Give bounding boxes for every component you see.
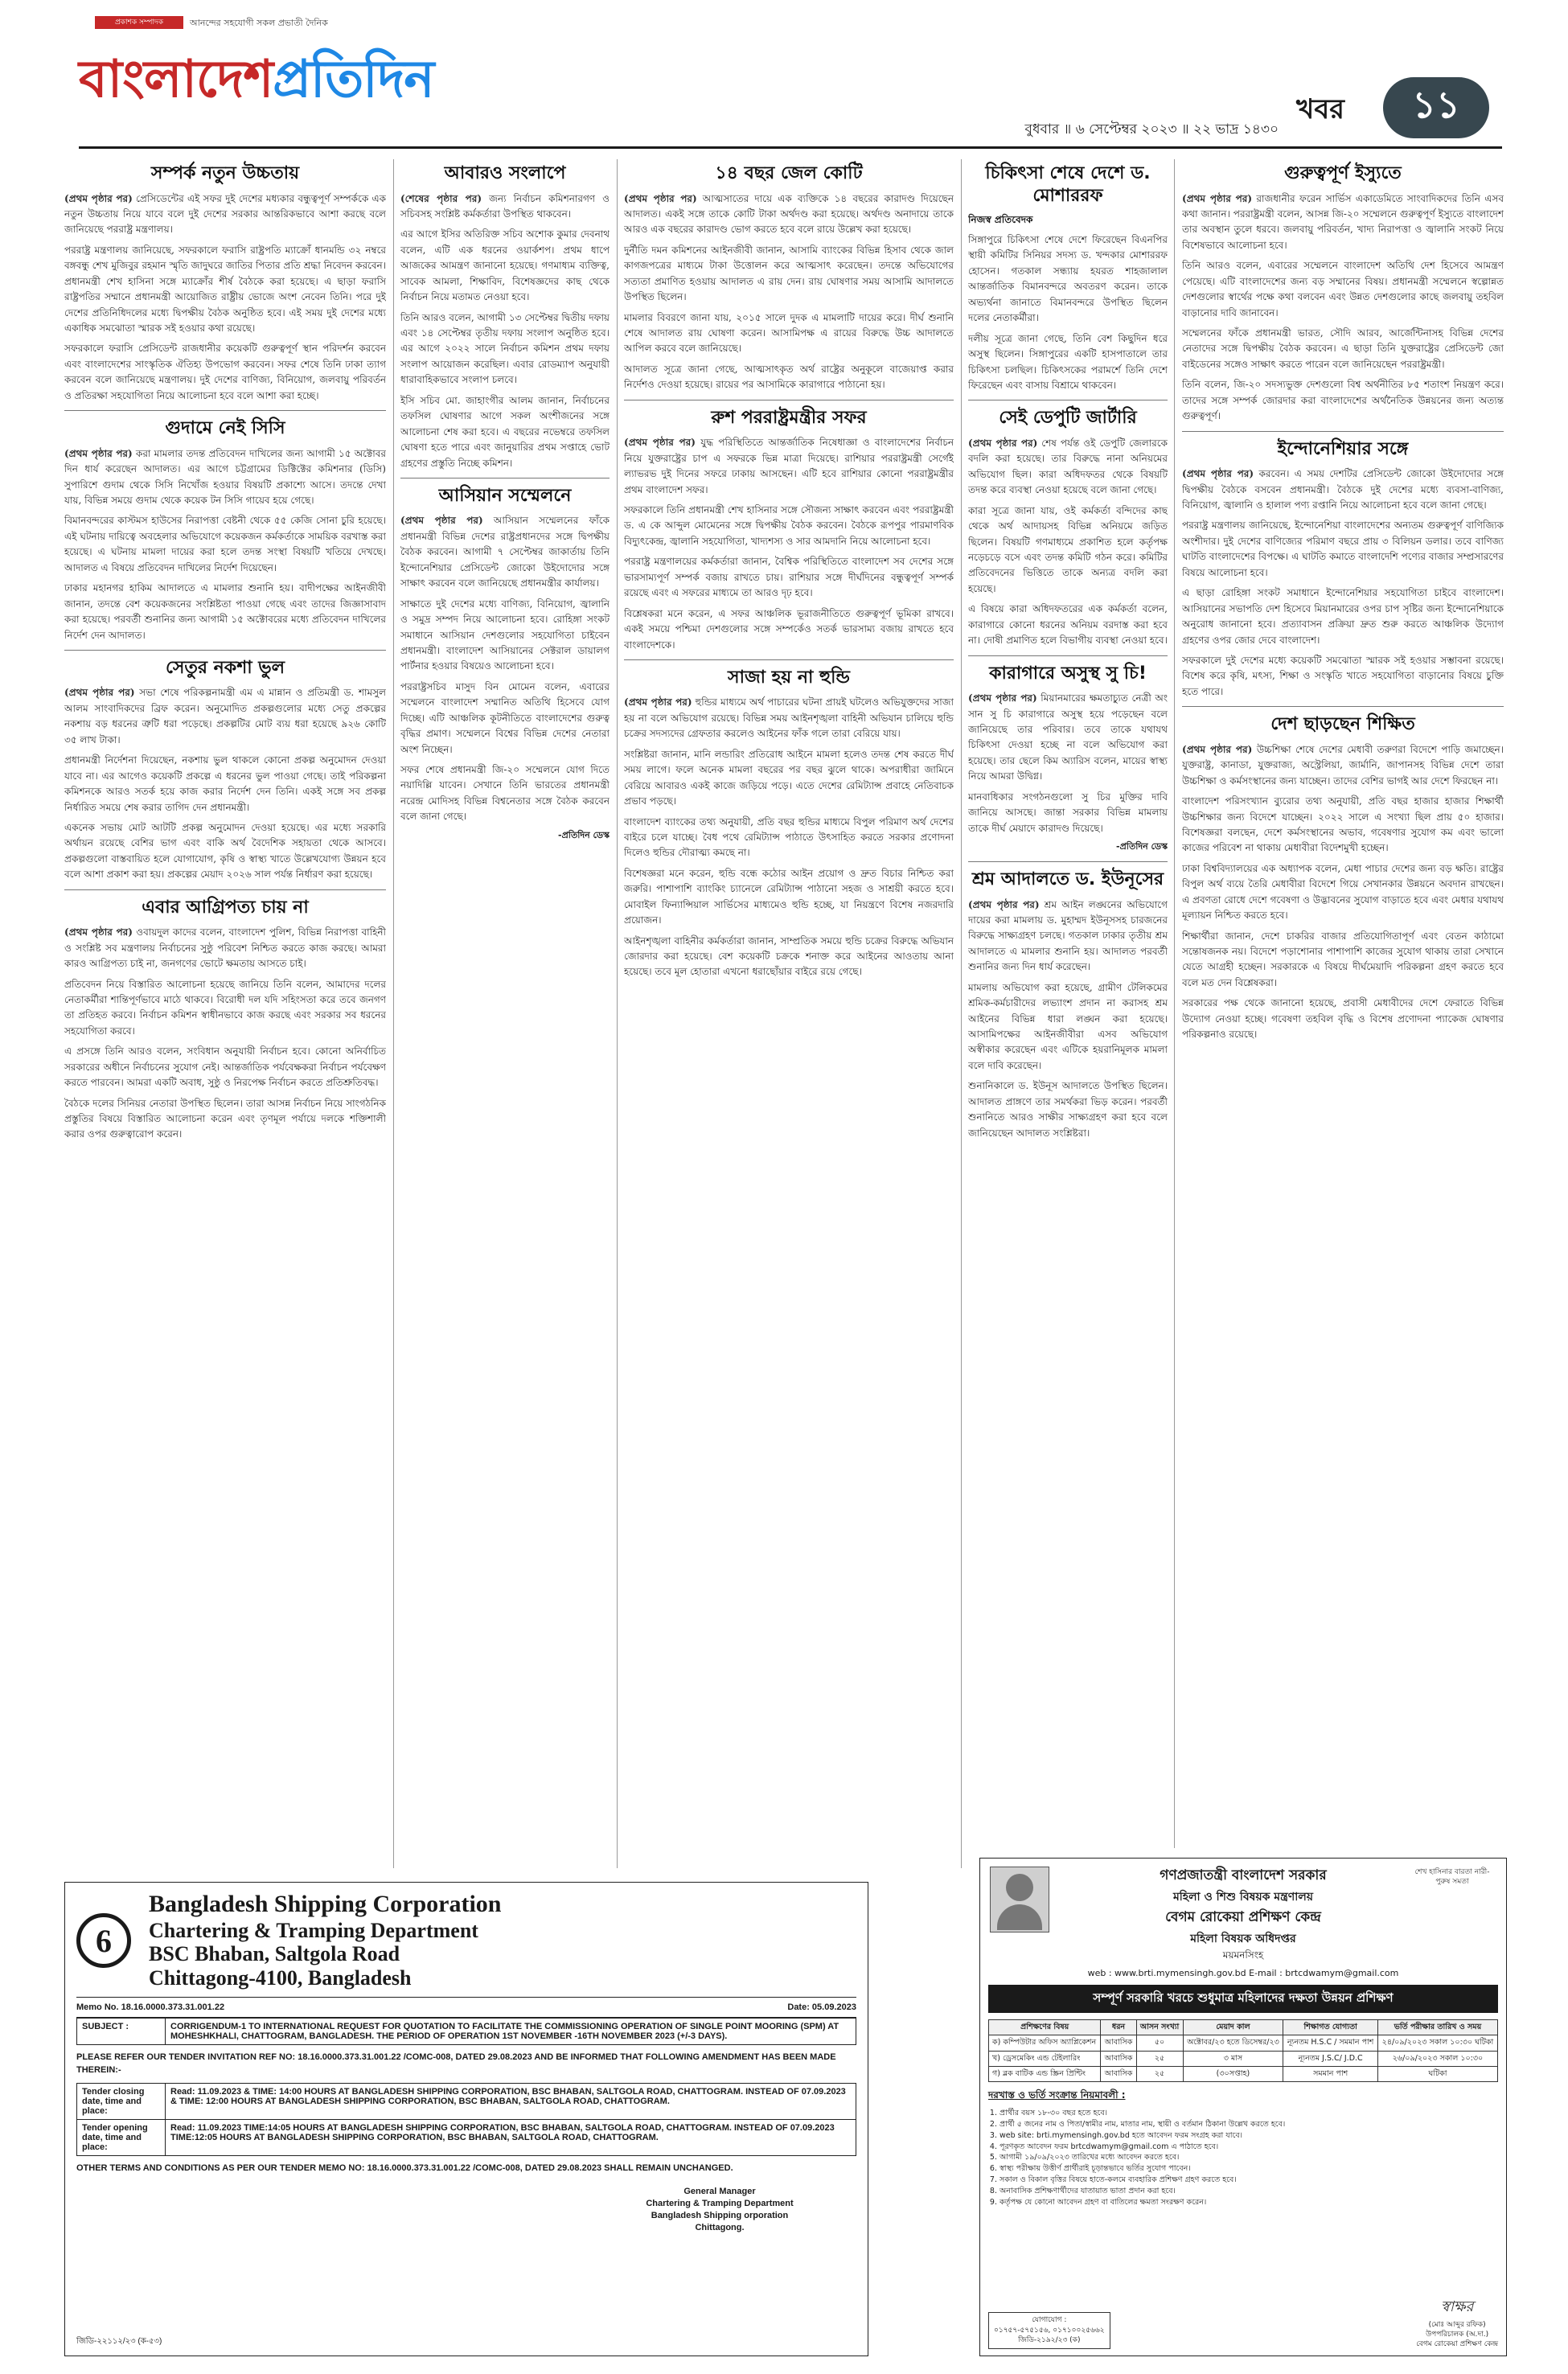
column-divider <box>1174 159 1175 1848</box>
headline: আবারও সংলাপে <box>444 163 566 183</box>
article-paragraph: প্রধানমন্ত্রী নির্দেশনা দিয়েছেন, নকশায় ভুল থাকলে কোনো প্রকল্প অনুমোদন দেওয়া যাবে না। এর আগেও কয়েকটি প্রকল্পে এ ধরনের ভুল পাওয়া গেছে। তাই পরিকল্পনা কমিশনকে আরও সতর্ক হয়ে কাজ করার নির্দেশ দেন তিনি। একই সঙ্গে সব প্রকল্প নির্ধারিত সময়ে শেষ করার তাগিদ দেন প্রধানমন্ত্রী। <box>64 754 386 813</box>
article-paragraph: এ ছাড়া রোহিঙ্গা সংকট সমাধানে ইন্দোনেশিয়ার সহযোগিতা চাইবে বাংলাদেশ। আসিয়ানের সভাপতি দেশ হিসেবে মিয়ানমারের ওপর চাপ সৃষ্টির জন্য ইন্দোনেশিয়াকে অনুরোধ জানানো হবে। প্রত্যাবাসন প্রক্রিয়া দ্রুত শুরু করতে আঞ্চলিক উদ্যোগ গ্রহণের ওপর জোর দেবে বাংলাদেশ। <box>1182 587 1504 646</box>
table-row <box>989 2051 1498 2066</box>
list-item: 6. স্বাস্থ্য পরীক্ষায় উত্তীর্ণ প্রার্থীরাই চূড়ান্তভাবে ভর্তির সুযোগ পাবেন। <box>999 2163 1498 2175</box>
list-item: 5. আগামী ১৯/০৯/২০২৩ তারিখের মধ্যে আবেদন করতে হবে। <box>999 2152 1498 2163</box>
article-indonesia[interactable] <box>1182 438 1504 700</box>
gov-banner: সম্পূর্ণ সরকারি খরচে শুধুমাত্র মহিলাদের দক্ষতা উন্নয়ন প্রশিক্ষণ <box>988 1985 1498 2013</box>
article-paragraph: বিশ্লেষকরা মনে করেন, এ সফর আঞ্চলিক ভূরাজনীতিতে গুরুত্বপূর্ণ ভূমিকা রাখবে। একই সময়ে পশ্চিমা দেশগুলোর সঙ্গে সম্পর্কেও সতর্ক ভারসাম্য বজায় রাখতে হবে বাংলাদেশকে। <box>624 607 954 651</box>
bsc-logo-icon: 6 <box>76 1913 131 1968</box>
article-divider <box>64 410 386 411</box>
list-item: 9. কর্তৃপক্ষ যে কোনো আবেদন গ্রহণ বা বাতিলের ক্ষমতা সংরক্ষণ করেন। <box>999 2197 1498 2208</box>
list-item: 1. প্রার্থীর বয়স ১৮-৩০ বছর হতে হবে। <box>999 2108 1498 2119</box>
table-cell: ২৫ <box>1136 2067 1183 2082</box>
gov-slogan: শেখ হাসিনার বারতা নারী-পুরুষ সমতা <box>1414 1868 1490 1886</box>
article-divider <box>624 659 954 660</box>
bsc-address-1: BSC Bhaban, Saltgola Road <box>149 1942 400 1966</box>
byline: নিজস্ব প্রতিবেদক <box>968 214 1033 225</box>
article-paragraph: পররাষ্ট্র মন্ত্রণালয় জানিয়েছে, সফরকালে ফরাসি রাষ্ট্রপতি ম্যাক্রোঁ ধানমন্ডি ৩২ নম্বরে বঙ্গবন্ধু শেখ মুজিবুর রহমান স্মৃতি জাদুঘরে জাতির পিতার প্রতি শ্রদ্ধা নিবেদন করবেন। প্রধানমন্ত্রী শেখ হাসিনা সঙ্গে ম্যাক্রোঁর শীর্ষ বৈঠকে করা হয়েছে। এ ছাড়া ফরাসি রাষ্ট্রপতির সম্মানে প্রধানমন্ত্রী আয়োজিত রাষ্ট্রীয় ভোজে অংশ নেবেন তিনি। পরে দুই দেশের প্রতিনিধিদলের মধ্যে দ্বিপক্ষীয় বৈঠক অনুষ্ঠিত হবে। এই সময় দুই দেশের মধ্যে একাধিক সমঝোতা স্মারক সই হওয়ার কথা রয়েছে। <box>64 244 386 334</box>
column-4 <box>968 161 1168 1842</box>
closing-text: Read: 11.09.2023 & TIME: 14:00 HOURS AT BANGLADESH SHIPPING CORPORATION, BSC BHABAN, SALTGOLA ROAD, CHATTOGRAM. INSTEAD OF 07.09.2023 & TIME: 12:00 HOURS AT BANGLADESH SHIPPING CORPORATION, BSC BHABAN, SALTGOLA ROAD, CHATTOGRAM. <box>166 2083 856 2119</box>
article-paragraph: বাংলাদেশ ব্যাংকের তথ্য অনুযায়ী, প্রতি বছর হুন্ডির মাধ্যমে বিপুল পরিমাণ অর্থ দেশের বাইরে চলে যাচ্ছে। বৈধ পথে রেমিট্যান্স পাঠাতে উৎসাহিত করতে সরকার প্রণোদনা দিলেও হুন্ডির দৌরাত্ম্য কমছে না। <box>624 815 954 859</box>
subject-label: SUBJECT : <box>77 2019 166 2045</box>
headline: সেতুর নকশা ভুল <box>165 657 285 678</box>
article-songlape[interactable] <box>400 162 610 471</box>
article-paragraph: ঢাকা বিশ্ববিদ্যালয়ের এক অধ্যাপক বলেন, মেধা পাচার দেশের জন্য বড় ক্ষতি। রাষ্ট্রের বিপুল অর্থ ব্যয়ে তৈরি মেধাবীরা বিদেশে গিয়ে সেখানকার উন্নয়নে অবদান রাখছেন। এ প্রবণতা রোধে দেশে গবেষণা ও উদ্ভাবনের সুযোগ বাড়াতে হবে এবং মেধার যথাযথ মূল্যায়ন নিশ্চিত করতে হবে। <box>1182 862 1504 922</box>
article-paragraph: সরকারের পক্ষ থেকে জানানো হয়েছে, প্রবাসী মেধাবীদের দেশে ফেরাতে বিভিন্ন উদ্যোগ নেওয়া হচ্ছে। গবেষণা তহবিল বৃদ্ধি ও বিশেষ প্রণোদনা প্যাকেজ ঘোষণার পরিকল্পনাও রয়েছে। <box>1182 997 1504 1041</box>
article-paragraph: সম্মেলনের ফাঁকে প্রধানমন্ত্রী ভারত, সৌদি আরব, আর্জেন্টিনাসহ বিভিন্ন দেশের নেতাদের সঙ্গে দ্বিপক্ষীয় বৈঠক করবেন। এ ছাড়া তিনি যুক্তরাষ্ট্রের প্রেসিডেন্ট জো বাইডেনের সঙ্গেও সাক্ষাৎ করতে পারেন বলে জানিয়েছেন পররাষ্ট্রমন্ত্রী। <box>1182 327 1504 370</box>
article-paragraph: শুনানিকালে ড. ইউনূস আদালতে উপস্থিত ছিলেন। আদালত প্রাঙ্গণে তার সমর্থকরা ভিড় করেন। পরবর্তী শুনানিতে আরও সাক্ষীর সাক্ষ্যগ্রহণ করা হবে বলে জানিয়েছেন আদালত সংশ্লিষ্টরা। <box>968 1080 1168 1139</box>
list-item: 7. সকাল ও বিকাল বৃত্তির বিষয়ে হাতে-কলমে ব্যবহারিক প্রশিক্ষণ গ্রহণ করতে হবে। <box>999 2175 1498 2186</box>
article-paragraph: ইসি সচিব মো. জাহাংগীর আলম জানান, নির্বাচনের তফসিল ঘোষণার আগে সকল অংশীজনের সঙ্গে আলোচনা শেষ করা হবে। এ বছরের নভেম্বরে তফসিল ঘোষণা হতে পারে এবং জানুয়ারির প্রথম সপ্তাহে ভোট গ্রহণের প্রস্তুতি নিচ্ছে কমিশন। <box>400 394 610 469</box>
article-author: -প্রতিদিন ডেস্ক <box>1116 841 1168 852</box>
table-header: শিক্ষাগত যোগ্যতা <box>1283 2020 1378 2035</box>
article-paragraph: সফরকালে দুই দেশের মধ্যে কয়েকটি সমঝোতা স্মারক সই হওয়ার সম্ভাবনা রয়েছে। বিশেষ করে কৃষি, মৎস্য, শিক্ষা ও সংস্কৃতি খাতে সহযোগিতা বাড়ানোর বিষয়ে চুক্তি হতে পারে। <box>1182 654 1504 697</box>
bsc-amend-table <box>76 2083 856 2156</box>
headline: শ্রম আদালতে ড. ইউনূসের <box>971 869 1164 889</box>
column-1 <box>64 161 386 1870</box>
table-cell: (৩০সপ্তাহ) <box>1183 2067 1283 2082</box>
headline: রুশ পররাষ্ট্রমন্ত্রীর সফর <box>711 407 867 428</box>
table-cell: ৫০ <box>1136 2035 1183 2051</box>
table-cell: ন্যূনতম H.S.C / সমমান পাশ <box>1283 2035 1378 2051</box>
article-paragraph: শিক্ষার্থীরা জানান, দেশে চাকরির বাজার প্রতিযোগিতাপূর্ণ এবং বেতন কাঠামো সন্তোষজনক নয়। বিদেশে পড়াশোনার পাশাপাশি কাজের সুযোগ থাকায় তারা সেখানে যেতে আগ্রহী হচ্ছেন। সরকারকে এ বিষয়ে দীর্ঘমেয়াদি পরিকল্পনা গ্রহণ করতে হবে বলে মত দেন বিশ্লেষকরা। <box>1182 930 1504 988</box>
article-divider <box>64 650 386 651</box>
column-3 <box>624 161 954 1870</box>
table-cell: খ) ড্রেসমেকিং এন্ড টেইলারিং <box>989 2051 1101 2066</box>
article-paragraph: প্রতিবেদন নিয়ে বিস্তারিত আলোচনা হয়েছে জানিয়ে তিনি বলেন, আমাদের দলের নেতাকর্মীরা শান্তিপূর্ণভাবে মাঠে থাকবে। বিরোধী দল যদি সহিংসতা করে তবে জনগণ তা প্রতিহত করবে। নির্বাচন কমিশন স্বাধীনভাবে কাজ করছে এবং সরকার সব ধরনের সহযোগিতা করবে। <box>64 978 386 1037</box>
article-paragraph: (প্রথম পৃষ্ঠার পর) আসিয়ান সম্মেলনের ফাঁকে প্রধানমন্ত্রী বিভিন্ন দেশের রাষ্ট্রপ্রধানদের সঙ্গে দ্বিপক্ষীয় বৈঠক করবেন। আগামী ৭ সেপ্টেম্বর জাকার্তায় তিনি ইন্দোনেশিয়ার প্রেসিডেন্ট জোকো উইদোদোর সঙ্গে সাক্ষাৎ করবেন বলে জানিয়েছে প্রধানমন্ত্রীর কার্যালয়। <box>400 515 610 589</box>
article-paragraph: সংশ্লিষ্টরা জানান, মানি লন্ডারিং প্রতিরোধ আইনে মামলা হলেও তদন্ত শেষ করতে দীর্ঘ সময় লাগে। ফলে অনেক মামলা বছরের পর বছর ঝুলে থাকে। অপরাধীরা জামিনে বেরিয়ে আবারও একই কাজে জড়িয়ে পড়ে। এতে দেশের রেমিট্যান্স প্রবাহে নেতিবাচক প্রভাব পড়ছে। <box>624 748 954 807</box>
article-paragraph: (প্রথম পৃষ্ঠার পর) সভা শেষে পরিকল্পনামন্ত্রী এম এ মান্নান ও প্রতিমন্ত্রী ড. শামসুল আলম সাংবাদিকদের ব্রিফ করেন। অনুমোদিত প্রকল্পগুলোর মধ্যে সেতু প্রকল্পের নকশায় বড় ধরনের ত্রুটি ধরা পড়েছে। প্রকল্পটির মোট ব্যয় ধরা হয়েছে ৯২৬ কোটি ৩৫ লাখ টাকা। <box>64 687 386 745</box>
portrait-photo <box>990 1867 1049 1932</box>
subject-text: CORRIGENDUM-1 TO INTERNATIONAL REQUEST FOR QUOTATION TO FACILITATE THE COMMISSIONING OPERATION OF SINGLE POINT MOORING (SPM) AT MOHESHKHALI, CHATTOGRAM, BANGLADESH. THE PERIOD OF OPERATION 1ST NOVEMBER -16TH NOVEMBER 2023 (+/-3 DAYS). <box>166 2019 856 2045</box>
table-header: প্রশিক্ষণের বিষয় <box>989 2020 1101 2035</box>
table-header: ধরন <box>1101 2020 1136 2035</box>
headline: সাজা হয় না হুন্ডি <box>728 667 850 688</box>
article-paragraph: (প্রথম পৃষ্ঠার পর) আত্মসাতের দায়ে এক ব্যক্তিকে ১৪ বছরের কারাদণ্ড দিয়েছেন আদালত। একই সঙ্গে তাকে কোটি টাকা অর্থদণ্ড করা হয়েছে। অর্থদণ্ড অনাদায়ে তাকে আরও এক বছরের কারাদণ্ড ভোগ করতে হবে বলে রায়ে উল্লেখ করা হয়েছে। <box>624 192 954 236</box>
column-2 <box>400 161 610 1870</box>
logo-tagline: আনন্দের সহযোগী সকল প্রভাতী দৈনিক <box>190 18 328 28</box>
bsc-date: Date: 05.09.2023 <box>787 2002 856 2013</box>
rules-list <box>988 2108 1498 2208</box>
table-cell: ২৫ <box>1136 2051 1183 2066</box>
article-paragraph: মামলায় অভিযোগ করা হয়েছে, গ্রামীণ টেলিকমের শ্রমিক-কর্মচারীদের লভ্যাংশ প্রদান না করাসহ শ্রম আইনের বিভিন্ন ধারা লঙ্ঘন করা হয়েছে। আসামিপক্ষের আইনজীবীরা এসব অভিযোগ অস্বীকার করেছেন এবং এটিকে হয়রানিমূলক মামলা বলে দাবি করেছেন। <box>968 981 1168 1071</box>
section-title: খবর <box>1296 93 1344 125</box>
table-cell: ক) কম্পিউটার অফিস অ্যাপ্লিকেশন <box>989 2035 1101 2051</box>
bsc-other-terms: OTHER TERMS AND CONDITIONS AS PER OUR TENDER MEMO NO: 18.16.0000.373.31.001.22 /COMC-008, DATED 29.08.2023 SHALL REMAIN UNCHANGED. <box>76 2162 733 2173</box>
column-divider <box>393 159 394 1868</box>
issue-date: বুধবার ॥ ৬ সেপ্টেম্বর ২০২৩ ॥ ২২ ভাদ্র ১৪৩০ <box>1024 121 1279 138</box>
article-divider <box>64 889 386 890</box>
article-paragraph: (শেষের পৃষ্ঠার পর) জন্য নির্বাচন কমিশনারগণ ও সচিবসহ সংশ্লিষ্ট কর্মকর্তারা উপস্থিত থাকবেন। <box>400 192 610 220</box>
column-divider <box>617 159 618 1868</box>
article-paragraph: বৈঠকে দলের সিনিয়র নেতারা উপস্থিত ছিলেন। তারা আসন্ন নির্বাচন নিয়ে সাংগঠনিক প্রস্তুতির বিষয়ে বিস্তারিত আলোচনা করেন এবং তৃণমূল পর্যায়ে দলকে শক্তিশালী করার ওপর গুরুত্বারোপ করেন। <box>64 1097 386 1140</box>
headline: দেশ ছাড়ছেন শিক্ষিত <box>1270 714 1415 735</box>
article-paragraph: সফরকালে ফরাসি প্রেসিডেন্ট রাজধানীর কয়েকটি গুরুত্বপূর্ণ স্থান পরিদর্শন করবেন এবং বাংলাদেশের সাংস্কৃতিক ঐতিহ্য উপভোগ করবেন। সফর শেষে তিনি ঢাকা ত্যাগ করবেন বলে জানিয়েছে মন্ত্রণালয়। দুই দেশের বাণিজ্য, বিনিয়োগ, জলবায়ু পরিবর্তন ও প্রতিরক্ষা সহযোগিতা নিয়ে আলোচনা হবে বলে আশা করা হচ্ছে। <box>64 343 386 401</box>
bsc-address-2: Chittagong-4100, Bangladesh <box>149 1966 412 1990</box>
headline: ১৪ বছর জেল কোটি <box>715 163 863 183</box>
bsc-department: Chartering & Tramping Department <box>149 1918 478 1942</box>
article-suu-kyi[interactable] <box>968 663 1168 855</box>
article-paragraph: (প্রথম পৃষ্ঠার পর) করা মামলার তদন্ত প্রতিবেদন দাখিলের জন্য আগামী ১৫ অক্টোবর দিন ধার্য করেছেন আদালত। এর আগে চট্টগ্রামের ডিক্টিক্টের কমিশনার (ডিসি) সুপারিশে গুদাম থেকে সিসি নিখোঁজ হওয়ার বিষয়টি প্রকাশ্যে আসে। তদন্তে দেখা যায়, বিভিন্ন সময়ে গুদাম থেকে কয়েক টন সিসি গায়েব হয়ে গেছে। <box>64 447 386 506</box>
masthead-rule <box>79 146 1502 149</box>
article-issue[interactable] <box>1182 162 1504 425</box>
bsc-title: Bangladesh Shipping Corporation <box>149 1891 502 1917</box>
bsc-header <box>76 1891 856 1998</box>
table-cell: আবাসিক <box>1101 2035 1136 2051</box>
newspaper-logo[interactable] <box>79 40 433 126</box>
article-setu[interactable] <box>64 657 386 883</box>
headline: এবার আগ্রিপত্য চায় না <box>142 897 309 918</box>
table-cell: সমমান পাশ <box>1283 2067 1378 2082</box>
article-brain-drain[interactable] <box>1182 713 1504 1042</box>
bsc-memo: Memo No. 18.16.0000.373.31.001.22 <box>76 2002 225 2013</box>
bsc-refer: PLEASE REFER OUR TENDER INVITATION REF NO: 18.16.0000.373.31.001.22 /COMC-008, DATED 29.08.2023 AND BE INFORMED THAT FOLLOWING AMENDMENT HAS BEEN MADE THEREIN:- <box>76 2052 836 2075</box>
article-paragraph: সিঙ্গাপুরে চিকিৎসা শেষে দেশে ফিরেছেন বিএনপির স্থায়ী কমিটির সিনিয়র সদস্য ড. খন্দকার মোশাররফ হোসেন। গতকাল সন্ধ্যায় হযরত শাহজালাল আন্তর্জাতিক বিমানবন্দরে অবতরণ করেন। তাকে অভ্যর্থনা জানাতে বিমানবন্দরে উপস্থিত ছিলেন দলের নেতাকর্মীরা। <box>968 234 1168 324</box>
article-yunus[interactable] <box>968 869 1168 1141</box>
gov-web-email[interactable]: web : www.brti.mymensingh.gov.bd E-mail : brtcdwamym@gmail.com <box>1087 1968 1399 1978</box>
list-item: 3. web site: brti.mymensingh.gov.bd হতে আবেদন ফরম সংগ্রহ করা যাবে। <box>999 2130 1498 2142</box>
article-paragraph: ঢাকার মহানগর হাকিম আদালতে এ মামলার শুনানি হয়। বাদীপক্ষের আইনজীবী জানান, তদন্তে বেশ কয়েকজনের সংশ্লিষ্টতা পাওয়া গেছে এবং তাদের জিজ্ঞাসাবাদ করা হয়েছে। পরবর্তী শুনানির জন্য আগামী ১৫ অক্টোবরের মধ্যে প্রতিবেদন দাখিলের নির্দেশ দেন আদালত। <box>64 582 386 641</box>
page-number-badge: ১১ <box>1383 77 1489 138</box>
table-cell: গ) ব্লক বাটিক এন্ড স্ক্রিন প্রিন্টিং <box>989 2067 1101 2082</box>
bsc-subject-table <box>76 2018 856 2045</box>
article-paragraph: বাংলাদেশ পরিসংখ্যান ব্যুরোর তথ্য অনুযায়ী, প্রতি বছর হাজার হাজার শিক্ষার্থী উচ্চশিক্ষার জন্য বিদেশে যাচ্ছেন। ২০২২ সালে এ সংখ্যা ছিল প্রায় ৫০ হাজার। বিশেষজ্ঞরা বলছেন, দেশে কর্মসংস্থানের অভাব, গবেষণার সুযোগ কম এবং ভালো কাজের পরিবেশ না থাকায় মেধাবীরা বিদেশমুখী হচ্ছেন। <box>1182 795 1504 854</box>
article-russia[interactable] <box>624 407 954 653</box>
article-paragraph: একনেক সভায় মোট আটটি প্রকল্প অনুমোদন দেওয়া হয়েছে। এর মধ্যে সরকারি অর্থায়ন রয়েছে বেশির ভাগ এবং বাকি অর্থ বৈদেশিক সহায়তা থেকে আসবে। প্রকল্পগুলো বাস্তবায়িত হলে যোগাযোগ, কৃষি ও স্বাস্থ্য খাতে উল্লেখযোগ্য উন্নয়ন হবে বলে আশা প্রকাশ করা হয়। প্রকল্পের মেয়াদ ২০২৬ সাল পর্যন্ত নির্ধারণ করা হয়েছে। <box>64 821 386 881</box>
masthead <box>0 0 1568 161</box>
headline: গুদামে নেই সিসি <box>165 418 285 439</box>
table-cell: ন্যূনতম J.S.C/ J.D.C <box>1283 2051 1378 2066</box>
list-item: 4. পূরণকৃত আবেদন ফরম brtcdwamym@gmail.com এ পাঠাতে হবে। <box>999 2142 1498 2153</box>
article-paragraph: বিমানবন্দরের কাস্টমস হাউসের নিরাপত্তা বেষ্টনী থেকে ৫৫ কেজি সোনা চুরি হয়েছে। এই ঘটনায় দায়িত্বে অবহেলার অভিযোগে কয়েকজন কর্মকর্তাকে সাময়িক বরখাস্ত করা হয়েছে। এ ঘটনায় মামলা দায়ের করা হলে তদন্ত সংস্থা বিষয়টি খতিয়ে দেখছে। আদালত এ বিষয়ে প্রতিবেদন দাখিলের নির্দেশ দিয়েছেন। <box>64 515 386 573</box>
closing-label: Tender closing date, time and place: <box>77 2083 166 2119</box>
opening-label: Tender opening date, time and place: <box>77 2119 166 2155</box>
article-paragraph: এর আগে ইসির অতিরিক্ত সচিব অশোক কুমার দেবনাথ বলেন, এটি এক ধরনের ওয়ার্কশপ। প্রথম ধাপে আজকের আমন্ত্রণ জানানো হয়েছে। গণমাধ্যম ব্যক্তিত্ব, সাবেক আমলা, শিক্ষাবিদ, বিশেষজ্ঞদের কাছ থেকে নির্বাচন নিয়ে মতামত নেওয়া হবে। <box>400 228 610 303</box>
gov-training-notice[interactable] <box>979 1858 1507 2356</box>
article-sompork[interactable] <box>64 162 386 404</box>
article-paragraph: দুর্নীতি দমন কমিশনের আইনজীবী জানান, আসামি ব্যাংকের বিভিন্ন হিসাব থেকে জাল কাগজপত্রের মাধ্যমে টাকা উত্তোলন করে আত্মসাৎ করেছেন। তদন্তে অভিযোগের সত্যতা প্রমাণিত হওয়ায় আদালত এ রায় দেন। রায় ঘোষণার সময় আসামি আদালতে উপস্থিত ছিলেন। <box>624 244 954 303</box>
article-paragraph: (প্রথম পৃষ্ঠার পর) উচ্চশিক্ষা শেষে দেশের মেধাবী তরুণরা বিদেশে পাড়ি জমাচ্ছেন। যুক্তরাষ্ট্র, কানাডা, যুক্তরাজ্য, অস্ট্রেলিয়া, জার্মানি, জাপানসহ বিভিন্ন দেশে তারা উচ্চশিক্ষা ও কর্মসংস্থানের জন্য যাচ্ছেন। তাদের বেশির ভাগই আর দেশে ফিরছেন না। <box>1182 743 1504 787</box>
training-table <box>988 2019 1498 2082</box>
bsc-tender-notice[interactable] <box>64 1882 868 2356</box>
article-divider <box>1182 431 1504 432</box>
article-paragraph: পররাষ্ট্র মন্ত্রণালয় জানিয়েছে, ইন্দোনেশিয়া বাংলাদেশের অন্যতম গুরুত্বপূর্ণ বাণিজ্যিক অংশীদার। দুই দেশের বাণিজ্যের পরিমাণ বছরে প্রায় ৩ বিলিয়ন ডলার। তবে বাণিজ্য ঘাটতি বাংলাদেশের বিপক্ষে। এ ঘাটতি কমাতে বাংলাদেশি পণ্যের বাজার সম্প্রসারণের বিষয়ে আলোচনা হবে। <box>1182 520 1504 578</box>
table-cell: ঘটিকা <box>1377 2067 1497 2082</box>
list-item: 2. প্রার্থী ৫ জনের নাম ও পিতা/স্বামীর নাম, মাতার নাম, স্থায়ী ও বর্তমান ঠিকানা উল্লেখ করতে হবে। <box>999 2119 1498 2130</box>
table-cell: আবাসিক <box>1101 2051 1136 2066</box>
article-paragraph: কারা সূত্রে জানা যায়, ওই কর্মকর্তা বন্দিদের কাছ থেকে অর্থ আদায়সহ বিভিন্ন অনিয়মে জড়িত ছিলেন। বিষয়টি গণমাধ্যমে প্রকাশিত হলে কর্তৃপক্ষ নড়েচড়ে বসে এবং তদন্ত কমিটি গঠন করে। কমিটির প্রতিবেদনের ভিত্তিতে তাকে অন্যত্র বদলি করা হয়েছে। <box>968 504 1168 594</box>
article-paragraph: আইনশৃঙ্খলা বাহিনীর কর্মকর্তারা জানান, সাম্প্রতিক সময়ে হুন্ডি চক্রের বিরুদ্ধে অভিযান জোরদার করা হয়েছে। বেশ কয়েকটি চক্রকে শনাক্ত করে আইনের আওতায় আনা হয়েছে। তবে মূল হোতারা এখনো ধরাছোঁয়ার বাইরে রয়ে গেছে। <box>624 934 954 978</box>
table-cell: অক্টোবর/২৩ হতে ডিসেম্বর/২৩ <box>1183 2035 1283 2051</box>
table-header: ভর্তি পরীক্ষার তারিখ ও সময় <box>1377 2020 1497 2035</box>
article-paragraph: (প্রথম পৃষ্ঠার পর) শ্রম আইন লঙ্ঘনের অভিযোগে দায়ের করা মামলায় ড. মুহাম্মদ ইউনূসসহ চারজনের বিরুদ্ধে সাক্ষ্যগ্রহণ চলছে। গতকাল ঢাকার তৃতীয় শ্রম আদালতে এ মামলার শুনানি হয়। আদালত পরবর্তী শুনানির জন্য দিন ধার্য করেছেন। <box>968 898 1168 973</box>
article-paragraph: (প্রথম পৃষ্ঠার পর) রাজধানীর ফরেন সার্ভিস একাডেমিতে সাংবাদিকদের তিনি এসব কথা জানান। পররাষ্ট্রমন্ত্রী বলেন, আসন্ন জি-২০ সম্মেলনে গুরুত্বপূর্ণ ইস্যুতে বাংলাদেশ তার অবস্থান তুলে ধরবে। জলবায়ু পরিবর্তন, খাদ্য নিরাপত্তা ও জ্বালানি সংকট নিয়ে বিশেষভাবে আলোচনা হবে। <box>1182 192 1504 251</box>
article-paragraph: (প্রথম পৃষ্ঠার পর) করবেন। এ সময় দেশটির প্রেসিডেন্ট জোকো উইদোদোর সঙ্গে দ্বিপক্ষীয় বৈঠকে বসবেন প্রধানমন্ত্রী। বৈঠকে দুই দেশের মধ্যে ব্যবসা-বাণিজ্য, বিনিয়োগ, জ্বালানি ও হালাল পণ্য রপ্তানি নিয়ে আলোচনা হবে বলে জানা গেছে। <box>1182 468 1504 511</box>
logo-part1: বাংলাদেশ <box>79 50 273 109</box>
article-paragraph: তিনি বলেন, জি-২০ সদস্যভুক্ত দেশগুলো বিশ্ব অর্থনীতির ৮৫ শতাংশ নিয়ন্ত্রণ করে। তাদের সঙ্গে সম্পর্ক জোরদার করা বাংলাদেশের অর্থনৈতিক উন্নয়নের জন্য অত্যন্ত গুরুত্বপূর্ণ। <box>1182 379 1504 422</box>
article-paragraph: (প্রথম পৃষ্ঠার পর) শেষ পর্যন্ত ওই ডেপুটি জেলারকে বদলি করা হয়েছে। তার বিরুদ্ধে নানা অনিয়মের অভিযোগ ছিল। কারা অধিদফতর থেকে বিষয়টি তদন্ত করে ব্যবস্থা নেওয়া হয়েছে বলে জানা গেছে। <box>968 437 1168 496</box>
headline: সেই ডেপুটি জার্টারি <box>999 408 1137 429</box>
article-deputy[interactable] <box>968 407 1168 648</box>
article-paragraph: তিনি আরও বলেন, এবারের সম্মেলনে বাংলাদেশ অতিথি দেশ হিসেবে আমন্ত্রণ পেয়েছে। এটি বাংলাদেশের জন্য বড় সম্মানের বিষয়। প্রধানমন্ত্রী সম্মেলনে স্বল্পোন্নত দেশগুলোর স্বার্থের পক্ষে কথা বলবেন এবং উন্নত দেশগুলোর কাছে জলবায়ু তহবিল বাড়ানোর দাবি জানাবেন। <box>1182 260 1504 318</box>
table-cell: ৩ মাস <box>1183 2051 1283 2066</box>
column-5 <box>1182 161 1504 1846</box>
article-divider <box>968 655 1168 656</box>
ad-code: জিডি-২১৯২/২৩ (ক) <box>1018 2336 1081 2345</box>
table-row <box>989 2035 1498 2051</box>
headline: গুরুত্বপূর্ণ ইস্যুতে <box>1284 163 1402 183</box>
ad-code: জিডি-২২১১২/২৩ (ক-৫৩) <box>76 2337 162 2346</box>
gov-signature: স্বাক্ষর (মোঃ আব্দুর রফিক) উপপরিচালক (অ.দা.) বেগম রোকেয়া প্রশিক্ষণ কেন্দ্র <box>1416 2298 1498 2348</box>
table-cell: আবাসিক <box>1101 2067 1136 2082</box>
article-paragraph: বিশেষজ্ঞরা মনে করেন, হুন্ডি বন্ধে কঠোর আইন প্রয়োগ ও দ্রুত বিচার নিশ্চিত করা জরুরি। পাশাপাশি ব্যাংকিং চ্যানেলে রেমিট্যান্স পাঠানো সহজ ও সাশ্রয়ী করতে হবে। মোবাইল ফিন্যান্সিয়াল সার্ভিসের মাধ্যমেও হুন্ডি হচ্ছে, যা নিয়ন্ত্রণে বিশেষ নজরদারি প্রয়োজন। <box>624 867 954 926</box>
contact-box: যোগাযোগ : ০১৭৫৭-৫৭৫১৫৬, ০১৭১০০২৫৬৬২ জিডি-২১৯২/২৩ (ক) <box>988 2312 1110 2349</box>
table-cell: ২৪/০৯/২০২৩ সকাল ১০:৩০ ঘটিকা <box>1377 2035 1497 2051</box>
list-item: 8. অনাবাসিক প্রশিক্ষণার্থীদের যাতায়াত ভাতা প্রদান করা হবে। <box>999 2186 1498 2197</box>
article-agripotto[interactable] <box>64 897 386 1143</box>
article-mosharraf[interactable] <box>968 162 1168 393</box>
article-paragraph: সফর শেষে প্রধানমন্ত্রী জি-২০ সম্মেলনে যোগ দিতে নয়াদিল্লি যাবেন। সেখানে তিনি ভারতের প্রধানমন্ত্রী নরেন্দ্র মোদিসহ বিভিন্ন বিশ্বনেতার সঙ্গে বৈঠক করবেন বলে জানা গেছে। <box>400 764 610 823</box>
headline: ইন্দোনেশিয়ার সঙ্গে <box>1277 438 1409 459</box>
article-paragraph: এ বিষয়ে কারা অধিদফতরের এক কর্মকর্তা বলেন, কারাগারে কোনো ধরনের অনিয়ম বরদাস্ত করা হবে না। দোষী প্রমাণিত হলে বিভাগীয় ব্যবস্থা নেওয়া হবে। <box>968 603 1168 647</box>
article-paragraph: (প্রথম পৃষ্ঠার পর) প্রেসিডেন্টের এই সফর দুই দেশের মধ্যকার বন্ধুত্বপূর্ণ সম্পর্ককে এক নতুন উচ্চতায় নিয়ে যাবে বলে দুই দেশের সরকার আন্তরিকভাবে আশা করছে বলে জানিয়েছে পররাষ্ট্র মন্ত্রণালয়। <box>64 192 386 236</box>
headline: কারাগারে অসুস্থ সু চি! <box>989 663 1147 684</box>
logo-tag: প্রকাশক সম্পাদক <box>95 16 183 29</box>
bsc-signature: General Manager Chartering & Tramping Department Bangladesh Shipping orporation Chittagong. <box>646 2187 794 2232</box>
logo-part2: প্রতিদিন <box>273 50 434 109</box>
article-divider <box>968 861 1168 862</box>
table-cell: ২৬/০৯/২০২৩ সকাল ১০:৩০ <box>1377 2051 1497 2066</box>
article-paragraph: (প্রথম পৃষ্ঠার পর) হুন্ডির মাধ্যমে অর্থ পাচারের ঘটনা প্রায়ই ঘটলেও অভিযুক্তদের সাজা হয় না বলে অভিযোগ রয়েছে। বিভিন্ন সময় আইনশৃঙ্খলা বাহিনী অভিযান চালিয়ে হুন্ডি চক্রের সদস্যদের গ্রেফতার করলেও আইনের ফাঁক গলে তারা বেরিয়ে যায়। <box>624 696 954 740</box>
article-asean[interactable] <box>400 485 610 844</box>
article-paragraph: তিনি আরও বলেন, আগামী ১৩ সেপ্টেম্বর দ্বিতীয় দফায় এবং ১৪ সেপ্টেম্বর তৃতীয় দফায় সংলাপ অনুষ্ঠিত হবে। এর আগে ২০২২ সালে নির্বাচন কমিশন প্রথম দফায় সংলাপ আয়োজন করেছিল। এবার রোডম্যাপ অনুযায়ী ধারাবাহিকভাবে সংলাপ চলবে। <box>400 311 610 386</box>
gov-header: গণপ্রজাতন্ত্রী বাংলাদেশ সরকার মহিলা ও শিশু বিষয়ক মন্ত্রণালয় বেগম রোকেয়া প্রশিক্ষণ কেন্দ্র মহিলা বিষয়ক অধিদপ্তর ময়মনসিংহ <box>1160 1867 1327 1961</box>
table-header: মেয়াদ কাল <box>1183 2020 1283 2035</box>
article-paragraph: (প্রথম পৃষ্ঠার পর) ওবায়দুল কাদের বলেন, বাংলাদেশ পুলিশ, বিভিন্ন নিরাপত্তা বাহিনী ও সংশ্লিষ্ট সব মন্ত্রণালয় নির্বাচনের সুষ্ঠু পরিবেশ নিশ্চিত করতে কাজ করছে। আমরা কারও আগ্রিপত্য চাই না, জনগণের ভোটে ক্ষমতায় আসতে চাই। <box>64 926 386 970</box>
article-paragraph: এ প্রসঙ্গে তিনি আরও বলেন, সংবিধান অনুযায়ী নির্বাচন হবে। কোনো অনির্বাচিত সরকারের অধীনে নির্বাচনের সুযোগ নেই। আন্তর্জাতিক পর্যবেক্ষকরা নির্বাচন পর্যবেক্ষণ করতে পারবেন। আমরা একটি অবাধ, সুষ্ঠু ও নিরপেক্ষ নির্বাচন করতে প্রতিশ্রুতিবদ্ধ। <box>64 1045 386 1089</box>
article-paragraph: (প্রথম পৃষ্ঠার পর) যুদ্ধ পরিস্থিতিতে আন্তর্জাতিক নিষেধাজ্ঞা ও বাংলাদেশের নির্বাচন নিয়ে যুক্তরাষ্ট্রের চাপ এ সফরকে ভিন্ন মাত্রা দিয়েছে। রাশিয়ার পররাষ্ট্রমন্ত্রী সের্গেই ল্যাভরভ দুই দিনের সফরে ঢাকায় আসছেন। এটি হবে রাশিয়ার কোনো পররাষ্ট্রমন্ত্রীর প্রথম বাংলাদেশ সফর। <box>624 437 954 495</box>
article-paragraph: সাক্ষাতে দুই দেশের মধ্যে বাণিজ্য, বিনিয়োগ, জ্বালানি ও সমুদ্র সম্পদ নিয়ে আলোচনা হবে। রোহিঙ্গা সংকট সমাধানে আসিয়ান দেশগুলোর সহযোগিতা চাইবেন প্রধানমন্ত্রী। বাংলাদেশ আসিয়ানের সেক্টরাল ডায়ালগ পার্টনার হওয়ার বিষয়েও আলোচনা হবে। <box>400 598 610 672</box>
headline: চিকিৎসা শেষে দেশে ড. মোশাররফ <box>985 163 1151 206</box>
article-paragraph: পররাষ্ট্র মন্ত্রণালয়ের কর্মকর্তারা জানান, বৈশ্বিক পরিস্থিতিতে বাংলাদেশ সব দেশের সঙ্গে ভারসাম্যপূর্ণ সম্পর্ক বজায় রাখতে চায়। রাশিয়ার সঙ্গে দীর্ঘদিনের বন্ধুত্বপূর্ণ সম্পর্ক রয়েছে এবং এ সফরের মাধ্যমে তা আরও দৃঢ় হবে। <box>624 556 954 599</box>
article-paragraph: দলীয় সূত্রে জানা গেছে, তিনি বেশ কিছুদিন ধরে অসুস্থ ছিলেন। সিঙ্গাপুরের একটি হাসপাতালে তার চিকিৎসা চলছিল। চিকিৎসকের পরামর্শে তিনি দেশে ফিরেছেন এবং বাসায় বিশ্রামে থাকবেন। <box>968 332 1168 391</box>
article-jail[interactable] <box>624 162 954 393</box>
article-paragraph: আদালত সূত্রে জানা গেছে, আত্মসাৎকৃত অর্থ রাষ্ট্রের অনুকূলে বাজেয়াপ্ত করার নির্দেশও দেওয়া হয়েছে। রায়ের পর আসামিকে কারাগারে পাঠানো হয়। <box>624 363 954 391</box>
rules-title: দরখাস্ত ও ভর্তি সংক্রান্ত নিয়মাবলী : <box>988 2089 1126 2101</box>
article-gudame[interactable] <box>64 417 386 643</box>
article-paragraph: (প্রথম পৃষ্ঠার পর) মিয়ানমারের ক্ষমতাচ্যুত নেত্রী অং সান সু চি কারাগারে অসুস্থ হয়ে পড়েছেন বলে জানিয়েছে তার পরিবার। তবে তাকে যথাযথ চিকিৎসা দেওয়া হচ্ছে না বলে অভিযোগ করা হয়েছে। তার ছেলে কিম অ্যারিস বলেন, মায়ের স্বাস্থ্য নিয়ে আমরা উদ্বিগ্ন। <box>968 692 1168 782</box>
table-row <box>989 2067 1498 2082</box>
article-paragraph: সফরকালে তিনি প্রধানমন্ত্রী শেখ হাসিনার সঙ্গে সৌজন্য সাক্ষাৎ করবেন এবং পররাষ্ট্রমন্ত্রী ড. এ কে আব্দুল মোমেনের সঙ্গে দ্বিপক্ষীয় বৈঠক করবেন। বৈঠকে রূপপুর পারমাণবিক বিদ্যুৎকেন্দ্র, জ্বালানি সহযোগিতা, খাদ্যশস্য ও সার আমদানি নিয়ে আলোচনা হবে। <box>624 504 954 547</box>
opening-text: Read: 11.09.2023 TIME:14:05 HOURS AT BANGLADESH SHIPPING CORPORATION, BSC BHABAN, SALTGOLA ROAD, CHATTOGRAM. INSTEAD OF 07.09.2023 TIME:12:05 HOURS AT BANGLADESH SHIPPING CORPORATION, BSC BHABAN, SALTGOLA ROAD, CHATTOGRAM. <box>166 2119 856 2155</box>
headline: সম্পর্ক নতুন উচ্চতায় <box>150 163 300 183</box>
article-divider <box>1182 706 1504 707</box>
article-paragraph: মামলার বিবরণে জানা যায়, ২০১৫ সালে দুদক এ মামলাটি দায়ের করে। দীর্ঘ শুনানি শেষে আদালত রায় ঘোষণা করেন। আসামিপক্ষ এ রায়ের বিরুদ্ধে উচ্চ আদালতে আপিল করবে বলে জানিয়েছে। <box>624 311 954 355</box>
table-header: আসন সংখ্যা <box>1136 2020 1183 2035</box>
article-hundi[interactable] <box>624 667 954 980</box>
headline: আসিয়ান সম্মেলনে <box>438 485 572 506</box>
article-author: -প্রতিদিন ডেস্ক <box>558 829 610 840</box>
article-paragraph: পররাষ্ট্রসচিব মাসুদ বিন মোমেন বলেন, এবারের সম্মেলনে বাংলাদেশ সম্মানিত অতিথি হিসেবে যোগ দিচ্ছে। এটি আঞ্চলিক কূটনীতিতে বাংলাদেশের গুরুত্ব বৃদ্ধির প্রমাণ। সম্মেলনে বিশ্বের বিভিন্ন দেশের নেতারা অংশ নিচ্ছেন। <box>400 680 610 755</box>
column-divider <box>961 159 962 1868</box>
article-paragraph: মানবাধিকার সংগঠনগুলো সু চির মুক্তির দাবি জানিয়ে আসছে। জান্তা সরকার বিভিন্ন মামলায় তাকে দীর্ঘ মেয়াদে কারাদণ্ড দিয়েছে। <box>968 791 1168 834</box>
